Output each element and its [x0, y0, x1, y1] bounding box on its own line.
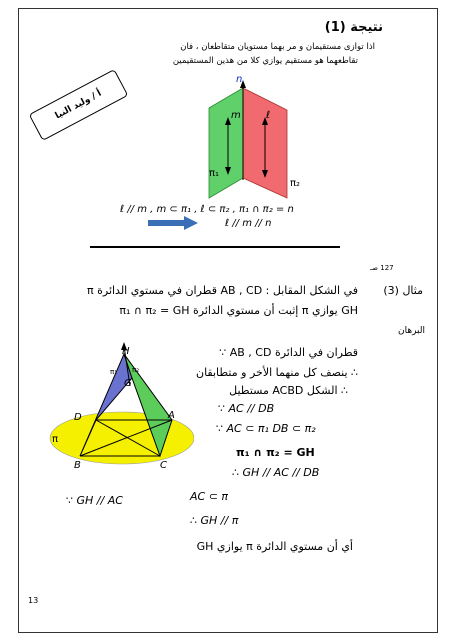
result-line-1: اذا توازى مستقيمان و مر بهما مستويان متقاطعان ، فان [180, 42, 375, 52]
circle-planes-diagram [44, 338, 194, 478]
proof-title: البرهان [397, 326, 425, 336]
label-m: m [231, 110, 241, 121]
proof-step-9: AC ⊂ π [190, 490, 229, 503]
label-n: n [236, 74, 243, 85]
proof-step-5: ∵ AC ⊂ π₁ DB ⊂ π₂ [216, 422, 316, 435]
example-label: مثال (3) [383, 284, 423, 297]
separator [90, 246, 340, 248]
page-number: 13 [28, 596, 39, 605]
label-C: C [160, 460, 167, 471]
example-question-1: في الشكل المقابل : AB , CD قطران في مستوي الدائرة π [86, 284, 358, 297]
proof-step-11: أي أن مستوي الدائرة π يوازي GH [196, 540, 353, 553]
blue-arrow-head [184, 216, 198, 230]
proof-step-4: ∵ AC // DB [218, 402, 275, 415]
label-B: B [74, 460, 81, 471]
proof-step-6: π₁ ∩ π₂ = GH [236, 446, 315, 459]
relation-line-a: ℓ // m , m ⊂ π₁ , ℓ ⊂ π₂ , π₁ ∩ π₂ = n [120, 204, 294, 215]
blue-arrow [148, 216, 198, 230]
plane-pi1 [209, 88, 243, 198]
relation-line-b: ℓ // m // n [225, 218, 272, 229]
proof-step-10: ∴ GH // π [190, 514, 239, 527]
blue-arrow-shaft [148, 220, 186, 226]
label-pi1: π₁ [209, 168, 220, 179]
proof-step-2: ∴ ينصف كل منهما الأخر و متطابقان [196, 366, 358, 379]
label-pi2: π₂ [290, 178, 301, 189]
result-title: نتيجة (1) [324, 20, 383, 35]
proof-step-7: ∴ GH // AC // DB [232, 466, 320, 479]
label-pi2-small: π₂ [132, 366, 140, 374]
label-H: H [122, 346, 130, 357]
label-D: D [74, 412, 82, 423]
page-ref: 127 صـ [370, 264, 394, 272]
label-pi: π [52, 434, 59, 445]
example-question-2: π₁ ∩ π₂ = GH إثبت أن مستوي الدائرة π يوازي GH [119, 304, 358, 317]
label-A: A [168, 410, 175, 421]
proof-step-8: ∵ GH // AC [66, 494, 123, 507]
label-pi1-small: π₁ [110, 368, 118, 376]
result-line-2: تقاطعهما هو مستقيم يوازي كلا من هذين المستقيمين [172, 56, 358, 66]
proof-step-3: ∴ الشكل ACBD مستطيل [229, 384, 348, 397]
stamp-text: أ / وليد النيا [53, 88, 104, 122]
label-G: G [124, 378, 132, 389]
proof-step-1: ∵ AB , CD قطران في الدائرة [219, 346, 358, 359]
label-l: ℓ [266, 110, 271, 121]
